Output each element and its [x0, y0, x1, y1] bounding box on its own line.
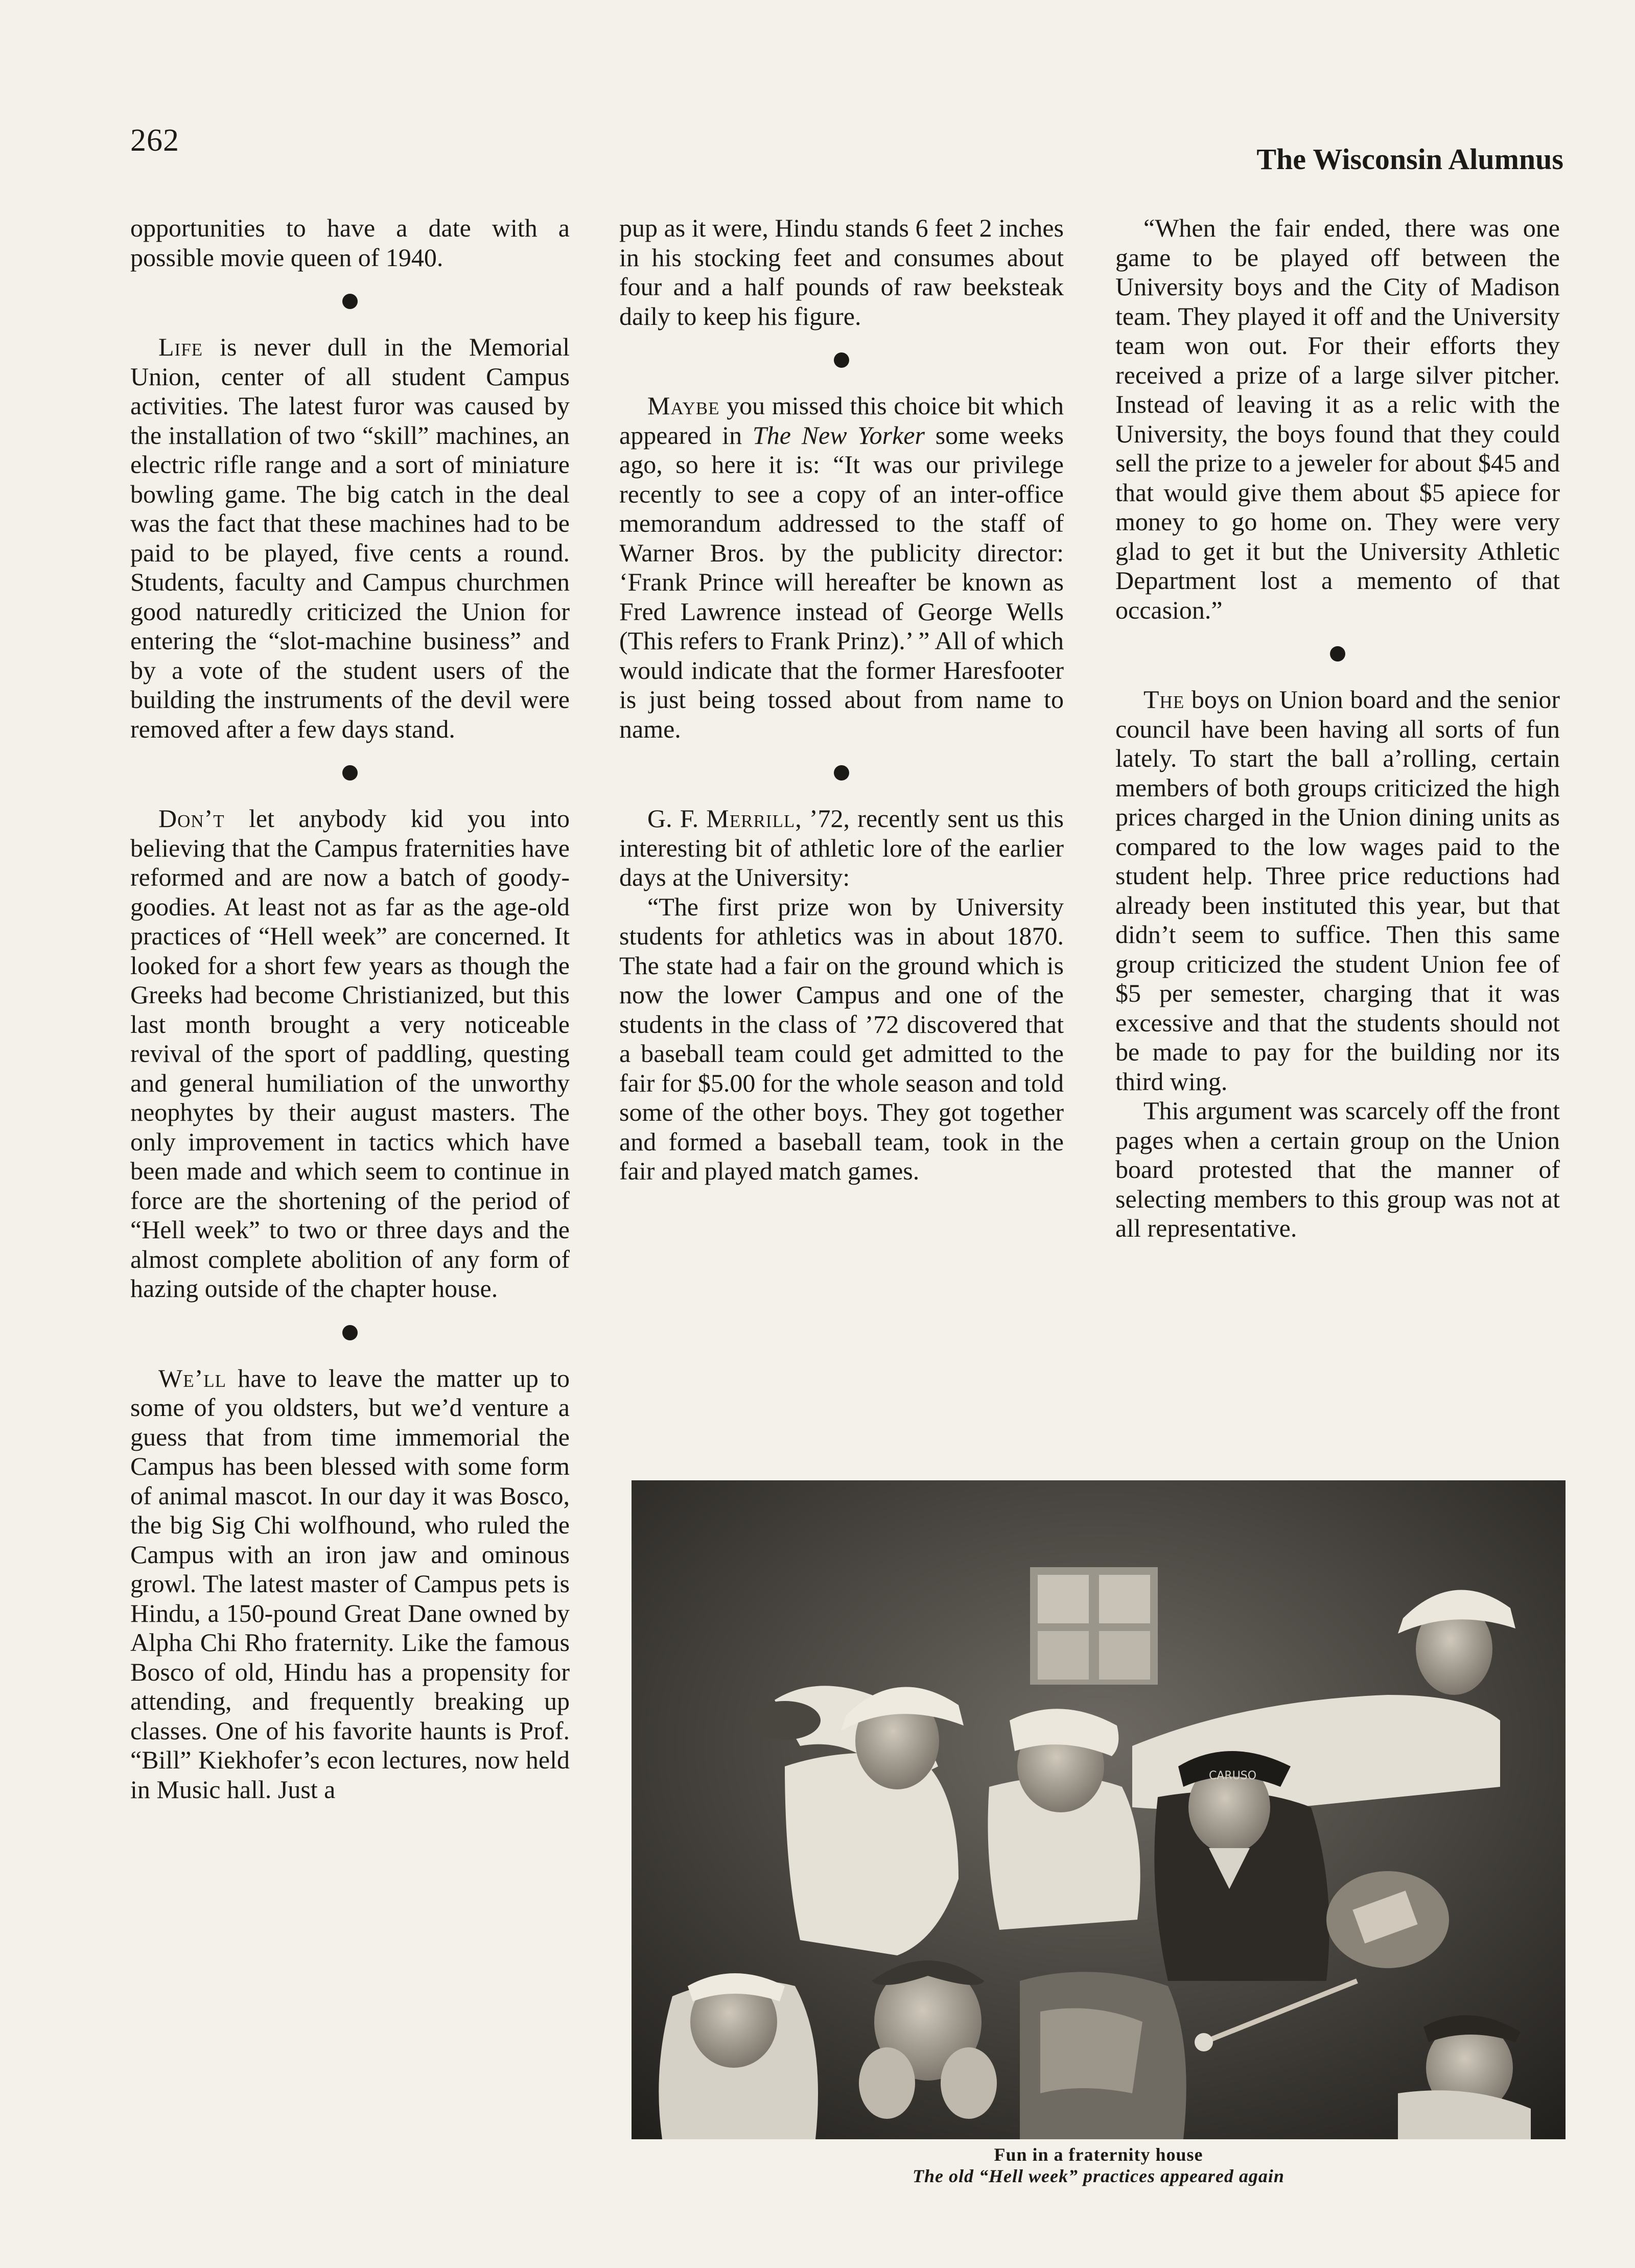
paragraph-memorial-union: [130, 333, 570, 744]
paragraph-new-yorker: [619, 391, 1064, 744]
paragraph-body: let anybody kid you into believing that the Campus fraternities have reformed and are now a batch of goody-goodies. At least not as far as the age-old practices of “Hell week” are concerned. It looked for a short few years as though the Greeks had become Christianized, but this last month brought a very noticeable revival of the sport of paddling, questing and general humiliation of the unworthy neophytes by their august masters. The only improvement in tactics which have been made and which seem to continue in force are the shortening of the period of “Hell week” to two or three days and the almost complete abolition of any form of hazing outside of the chapter house.: [130, 804, 570, 1303]
paragraph-argument: This argument was scarcely off the front pages when a certain group on the Union board protested that the manner of selecting members to this group was not at all representative.: [1115, 1096, 1560, 1242]
fraternity-photo: [632, 1480, 1566, 2139]
section-bullet: [834, 765, 849, 781]
fraternity-photo-illustration: [632, 1480, 1566, 2139]
photo-caption: [632, 2144, 1566, 2187]
text-column-1: [130, 214, 570, 1804]
section-bullet: [342, 294, 358, 309]
magazine-title: The New Yorker: [752, 420, 925, 450]
running-head-publication-title: The Wisconsin Alumnus: [1256, 143, 1563, 176]
lead-in-word: Maybe: [647, 391, 720, 420]
page-number: 262: [130, 123, 179, 158]
paragraph-body: have to leave the matter up to some of you oldsters, but we’d venture a guess that from time immemorial the Campus has been blessed with some form of animal mascot. In our day it was Bosco, the big Sig Chi wolfhound, who ruled the Campus with an iron jaw and ominous growl. The latest master of Campus pets is Hindu, a 150-pound Great Dane owned by Alpha Chi Rho fraternity. Like the famous Bosco of old, Hindu has a propensity for attending, and frequently breaking up classes. One of his favorite haunts is Prof. “Bill” Kiekhofer’s econ lectures, now held in Music hall. Just a: [130, 1363, 570, 1804]
section-bullet: [342, 1325, 358, 1340]
paragraph-body: , ’72, recently sent us this interesting bit of athletic lore of the earlier days at the University:: [619, 804, 1064, 891]
caption-subtitle: The old “Hell week” practices appeared again: [913, 2166, 1284, 2186]
lead-in-word: Don’t: [158, 804, 225, 833]
section-bullet: [1330, 646, 1345, 662]
paragraph-body: boys on Union board and the senior council have been having all sorts of fun lately. To start the ball a’rolling, certain members of both groups criticized the high prices charged in the Union dining units as compared to the low wages paid to the student help. Three price reductions had already been instituted this year, but that didn’t seem to suffice. Then this same group criticized the student Union fee of $5 per semester, charging that it was excessive and that the students should not be made to pay for the building nor its third wing.: [1115, 685, 1560, 1096]
text-column-3: [1115, 214, 1560, 1243]
initials: G. F.: [647, 804, 707, 833]
text-column-2: [619, 214, 1064, 1186]
paragraph-union-board: [1115, 685, 1560, 1096]
paragraph-body: is never dull in the Memorial Union, center of all student Campus activities. The latest furor was caused by the installation of two “skill” machines, an electric rifle range and a sort of miniature bowling game. The big catch in the deal was the fact that these machines had to be paid to be played, five cents a round. Students, faculty and Campus churchmen good naturedly criticized the Union for entering the “slot-machine business” and by a vote of the student users of the building the instruments of the devil were removed after a few days stand.: [130, 333, 570, 743]
section-bullet: [342, 765, 358, 781]
paragraph-fair-ended: “When the fair ended, there was one game to be played off between the University boys and the City of Madison team. They played it off and the University team won out. For their efforts they received a prize of a large silver pitcher. Instead of leaving it as a relic with the University, the boys found that they could sell the prize to a jeweler for about $45 and that would give them about $5 apiece for money to go home on. They were very glad to get it but the University Athletic Department lost a memento of that occasion.”: [1115, 214, 1560, 624]
paragraph-merrill: [619, 804, 1064, 892]
paragraph-hindu-continued: pup as it were, Hindu stands 6 feet 2 inches in his stocking feet and consumes about four and a half pounds of raw beeksteak daily to keep his figure.: [619, 214, 1064, 330]
cap-lettering: CARUSO: [1209, 1769, 1257, 1782]
lead-in-word: Merrill: [706, 804, 796, 833]
paragraph-hell-week: [130, 804, 570, 1304]
paragraph-first-prize: “The first prize won by University students for athletics was in about 1870. The state had a fair on the ground which is now the lower Campus and one of the students in the class of ’72 discovered that a baseball team could get admitted to the fair for $5.00 for the whole season and told some of the other boys. They got together and formed a baseball team, took in the fair and played match games.: [619, 892, 1064, 1185]
paragraph-body: you missed this choice bit which appeared in: [619, 391, 1064, 450]
section-bullet: [834, 352, 849, 368]
lead-in-word: Life: [158, 333, 203, 361]
caption-title: Fun in a fraternity house: [994, 2144, 1203, 2165]
paragraph-movie-queen: opportunities to have a date with a possible movie queen of 1940.: [130, 214, 570, 272]
paragraph-body: some weeks ago, so here it is: “It was our privilege recently to see a copy of an inter-office memorandum addressed to the staff of Warner Bros. by the publicity director: ‘Frank Prince will hereafter be known as Fred Lawrence instead of George Wells (This refers to Frank Prinz).’ ” All of which would indicate that the former Haresfooter is just being tossed about from name to name.: [619, 420, 1064, 743]
paragraph-animal-mascot: [130, 1364, 570, 1805]
lead-in-word: The: [1143, 685, 1185, 714]
lead-in-word: We’ll: [158, 1363, 226, 1392]
